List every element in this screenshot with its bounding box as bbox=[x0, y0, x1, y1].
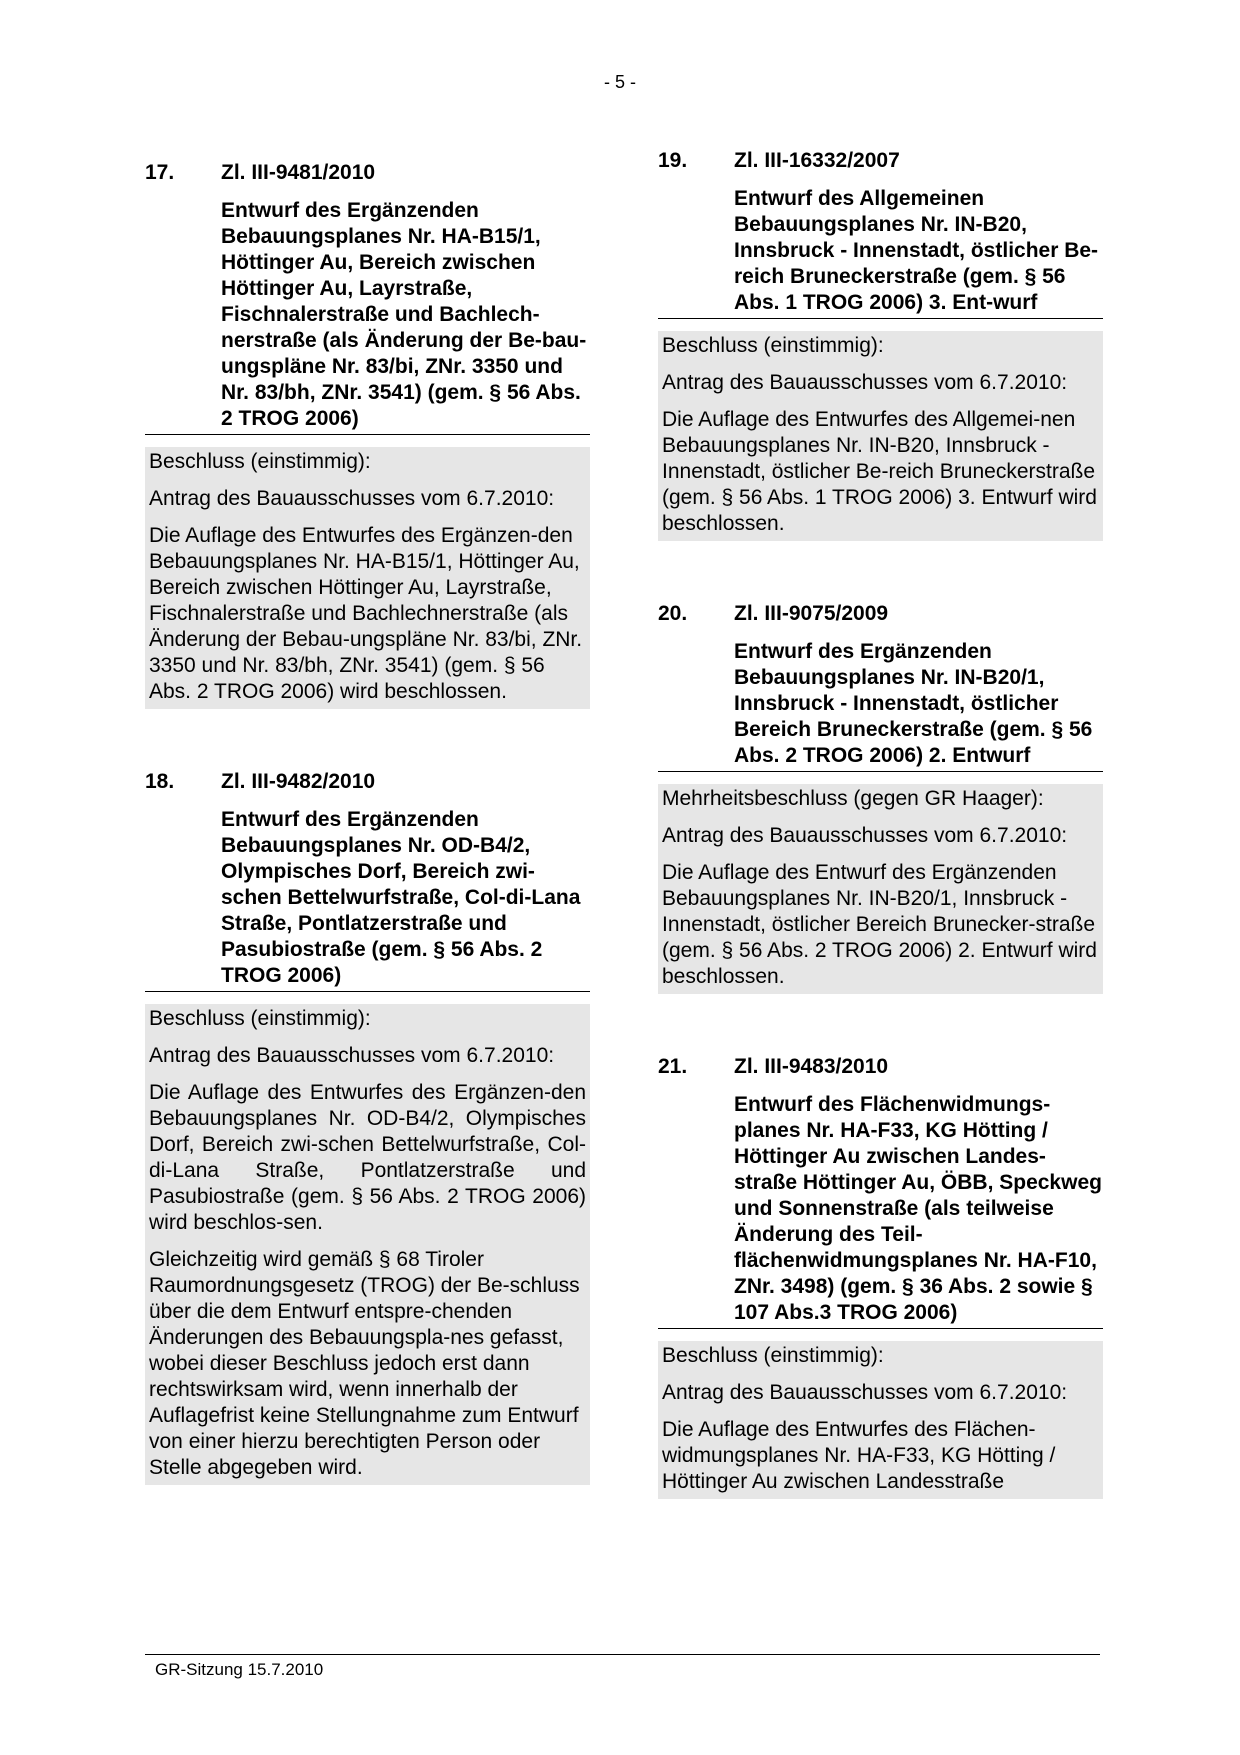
item-number: 18. bbox=[145, 770, 175, 793]
decision-type: Beschluss (einstimmig): bbox=[662, 334, 884, 357]
decision-box bbox=[658, 784, 1103, 994]
footer-text: GR-Sitzung 15.7.2010 bbox=[155, 1660, 324, 1679]
left-column bbox=[145, 160, 590, 1485]
resolution-text-2: Gleichzeitig wird gemäß § 68 Tiroler Raumordnungsgesetz (TROG) der Be-schluss über die dem Entwurf entspre-chenden Änderungen des Bebauungspla-nes gefasst, wobei dieser Beschluss jedoch erst dann rechtswirksam wird, wenn innerhalb der Auflagefrist keine Stellungnahme zum Entwurf von einer hierzu berechtigten Person oder Stelle abgegeben wird. bbox=[149, 1248, 580, 1479]
resolution-text: Die Auflage des Entwurfes des Flächen-widmungsplanes Nr. HA-F33, KG Hötting / Höttinger Au zwischen Landesstraße bbox=[662, 1418, 1056, 1493]
agenda-item-19 bbox=[658, 148, 1103, 541]
decision-type: Beschluss (einstimmig): bbox=[662, 1344, 884, 1367]
item-reference: Zl. III-9075/2009 bbox=[734, 602, 889, 625]
motion-text: Antrag des Bauausschusses vom 6.7.2010: bbox=[662, 824, 1068, 847]
agenda-item-17 bbox=[145, 160, 590, 709]
item-title: Entwurf des Ergänzenden Bebauungsplanes Nr. OD-B4/2, Olympisches Dorf, Bereich zwi-schen Bettelwurfstraße, Col-di-Lana Straße, Pontlatzerstraße und Pasubiostraße (gem. § 56 Abs. 2 TROG 2006) bbox=[145, 807, 590, 992]
right-column bbox=[658, 148, 1103, 1499]
item-title: Entwurf des Ergänzenden Bebauungsplanes Nr. HA-B15/1, Höttinger Au, Bereich zwischen Höttinger Au, Layrstraße, Fischnalerstraße und Bachlech-nerstraße (als Änderung der Be-bau-ungspläne Nr. 83/bi, ZNr. 3350 und Nr. 83/bh, ZNr. 3541) (gem. § 56 Abs. 2 TROG 2006) bbox=[145, 198, 590, 435]
decision-box bbox=[145, 1004, 590, 1485]
item-reference: Zl. III-9482/2010 bbox=[221, 770, 376, 793]
item-number: 20. bbox=[658, 602, 688, 625]
decision-type: Mehrheitsbeschluss (gegen GR Haager): bbox=[662, 787, 1044, 810]
agenda-item-18 bbox=[145, 769, 590, 1485]
agenda-item-21 bbox=[658, 1054, 1103, 1499]
item-title: Entwurf des Flächenwidmungs-planes Nr. HA-F33, KG Hötting / Höttinger Au zwischen Landes-straße Höttinger Au, ÖBB, Speckweg und Sonnenstraße (als teilweise Änderung des Teil-flächenwidmungsplanes Nr. HA-F10, ZNr. 3498) (gem. § 36 Abs. 2 sowie § 107 Abs.3 TROG 2006) bbox=[658, 1092, 1103, 1329]
resolution-text: Die Auflage des Entwurfes des Allgemei-nen Bebauungsplanes Nr. IN-B20, Innsbruck - Innenstadt, östlicher Be-reich Bruneckerstraße (gem. § 56 Abs. 1 TROG 2006) 3. Entwurf wird beschlossen. bbox=[662, 408, 1097, 535]
decision-type: Beschluss (einstimmig): bbox=[149, 450, 371, 473]
motion-text: Antrag des Bauausschusses vom 6.7.2010: bbox=[149, 1044, 555, 1067]
item-header bbox=[145, 769, 590, 795]
agenda-item-20 bbox=[658, 601, 1103, 994]
item-header bbox=[658, 1054, 1103, 1080]
item-reference: Zl. III-9483/2010 bbox=[734, 1055, 889, 1078]
item-header bbox=[658, 601, 1103, 627]
motion-text: Antrag des Bauausschusses vom 6.7.2010: bbox=[149, 487, 555, 510]
resolution-text: Die Auflage des Entwurfes des Ergänzen-den Bebauungsplanes Nr. HA-B15/1, Höttinger Au, Bereich zwischen Höttinger Au, Layrstraße, Fischnalerstraße und Bachlechnerstraße (als Änderung der Bebau-ungspläne Nr. 83/bi, ZNr. 3350 und Nr. 83/bh, ZNr. 3541) (gem. § 56 Abs. 2 TROG 2006) wird beschlossen. bbox=[149, 524, 583, 703]
item-reference: Zl. III-16332/2007 bbox=[734, 149, 900, 172]
item-header bbox=[145, 160, 590, 186]
item-title: Entwurf des Ergänzenden Bebauungsplanes Nr. IN-B20/1, Innsbruck - Innenstadt, östlicher Bereich Bruneckerstraße (gem. § 56 Abs. 2 TROG 2006) 2. Entwurf bbox=[658, 639, 1103, 772]
resolution-text: Die Auflage des Entwurfes des Ergänzen-den Bebauungsplanes Nr. OD-B4/2, Olympisches Dorf, Bereich zwi-schen Bettelwurfstraße, Col-di-Lana Straße, Pontlatzerstraße und Pasubiostraße (gem. § 56 Abs. 2 TROG 2006) wird beschlos-sen. bbox=[149, 1081, 586, 1234]
decision-box bbox=[658, 1341, 1103, 1499]
motion-text: Antrag des Bauausschusses vom 6.7.2010: bbox=[662, 1381, 1068, 1404]
motion-text: Antrag des Bauausschusses vom 6.7.2010: bbox=[662, 371, 1068, 394]
item-header bbox=[658, 148, 1103, 174]
decision-box bbox=[145, 447, 590, 709]
item-number: 21. bbox=[658, 1055, 688, 1078]
item-title: Entwurf des Allgemeinen Bebauungsplanes Nr. IN-B20, Innsbruck - Innenstadt, östlicher Be-reich Bruneckerstraße (gem. § 56 Abs. 1 TROG 2006) 3. Ent-wurf bbox=[658, 186, 1103, 319]
footer-divider bbox=[145, 1654, 1100, 1655]
page-number: - 5 - bbox=[603, 72, 636, 92]
item-reference: Zl. III-9481/2010 bbox=[221, 161, 376, 184]
item-number: 19. bbox=[658, 149, 688, 172]
resolution-text: Die Auflage des Entwurf des Ergänzenden Bebauungsplanes Nr. IN-B20/1, Innsbruck - Innenstadt, östlicher Bereich Brunecker-straße (gem. § 56 Abs. 2 TROG 2006) 2. Entwurf wird beschlossen. bbox=[662, 861, 1097, 988]
item-number: 17. bbox=[145, 161, 175, 184]
decision-box bbox=[658, 331, 1103, 541]
decision-type: Beschluss (einstimmig): bbox=[149, 1007, 371, 1030]
